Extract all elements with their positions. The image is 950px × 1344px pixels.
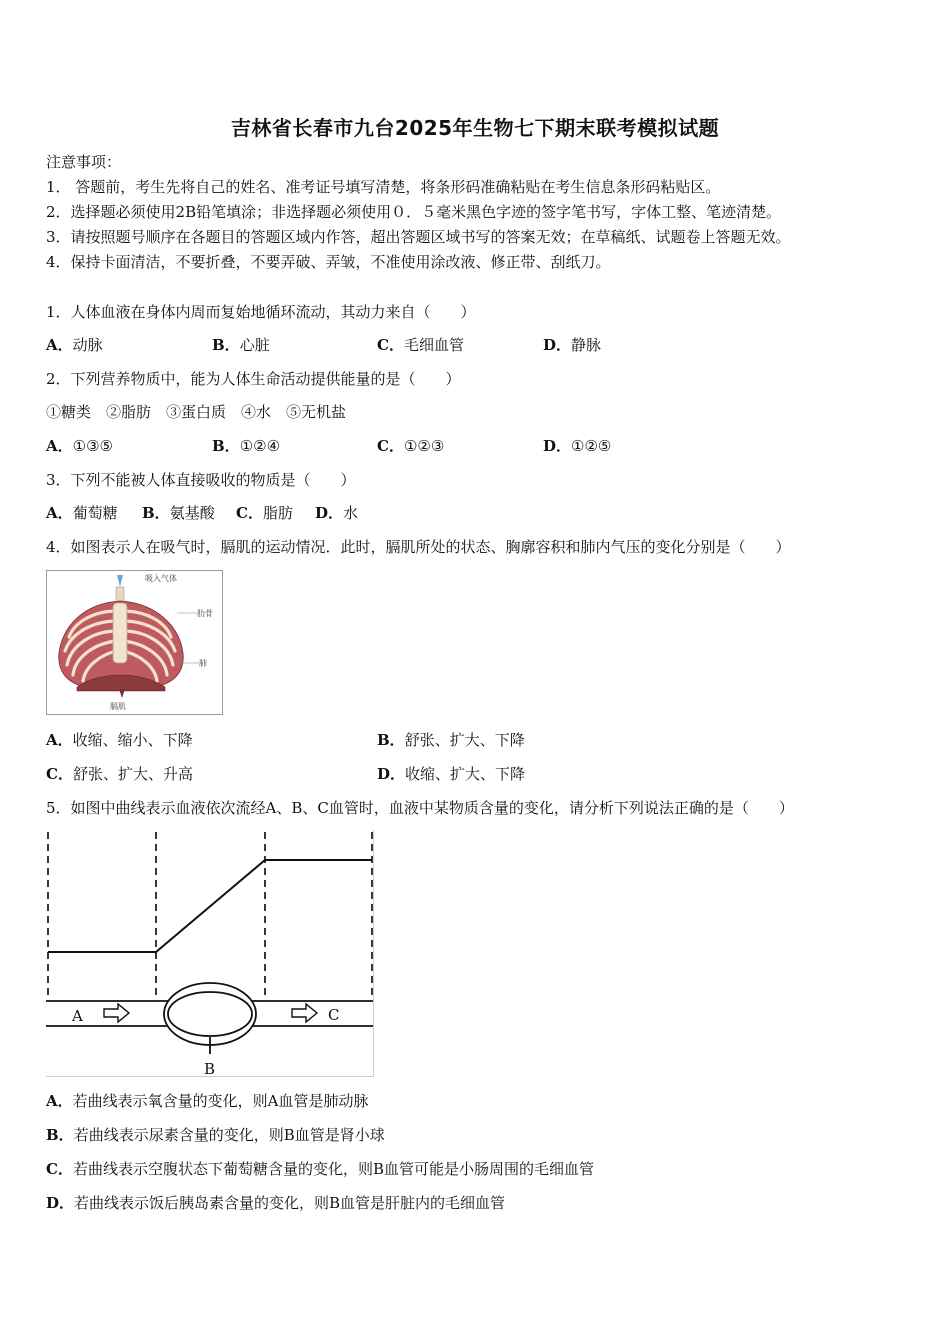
option-text: 收缩、缩小、下降 <box>72 731 193 749</box>
q3-option-c <box>236 503 293 523</box>
q3-option-b <box>142 503 215 523</box>
option-text: 舒张、扩大、下降 <box>404 731 525 749</box>
q2-option-c <box>377 436 444 456</box>
ribcage-illustration <box>47 571 222 714</box>
q5-option-b <box>46 1125 385 1145</box>
q4-option-c <box>46 764 193 784</box>
q3-option-d <box>315 503 358 523</box>
notice-item: 1． 答题前，考生先将自己的姓名、准考证号填写清楚，将条形码准确粘贴在考生信息条形码粘贴区。 <box>46 178 721 196</box>
q4-option-b <box>377 730 525 750</box>
option-label: B． <box>212 336 240 354</box>
inhale-label: 吸入气体 <box>145 574 177 583</box>
vessel-label-a: A <box>72 1007 83 1025</box>
notice-item: 2．选择题必须使用2B铅笔填涂；非选择题必须使用０．５毫米黑色字迹的签字笔书写，字体工整、笔迹清楚。 <box>46 203 782 221</box>
inhale-arrow-icon <box>117 575 123 587</box>
option-text: 舒张、扩大、升高 <box>72 765 193 783</box>
question-4-stem: 4．如图表示人在吸气时，膈肌的运动情况．此时，膈肌所处的状态、胸廓容积和肺内气压的变化分别是（ ） <box>46 538 791 556</box>
option-text: 脂肪 <box>262 504 293 522</box>
notice-item: 3．请按照题号顺序在各题目的答题区域内作答，超出答题区域书写的答案无效；在草稿纸、试题卷上答题无效。 <box>46 228 791 246</box>
option-label: C． <box>46 1160 73 1178</box>
notice-heading: 注意事项： <box>46 153 122 171</box>
ribcage-figure <box>46 570 223 715</box>
option-text: 葡萄糖 <box>72 504 118 522</box>
option-label: D． <box>315 504 344 522</box>
page-title: 吉林省长春市九台2025年生物七下期末联考模拟试题 <box>230 116 720 140</box>
option-label: D． <box>543 336 572 354</box>
option-label: B． <box>46 1126 74 1144</box>
q5-option-a <box>46 1091 368 1111</box>
down-arrow-icon <box>119 689 125 698</box>
q2-option-b <box>212 436 280 456</box>
option-label: C． <box>236 504 263 522</box>
option-text: 若曲线表示饭后胰岛素含量的变化，则B血管是肝脏内的毛细血管 <box>74 1194 506 1212</box>
option-label: A． <box>46 731 73 749</box>
option-text: 心脏 <box>239 336 270 354</box>
diaphragm-label: 膈肌 <box>110 702 126 711</box>
vessel-label-c: C <box>328 1006 340 1024</box>
option-label: C． <box>377 437 404 455</box>
option-text: ①②⑤ <box>571 437 612 455</box>
option-text: 若曲线表示尿素含量的变化，则B血管是肾小球 <box>73 1126 385 1144</box>
option-text: 静脉 <box>571 336 602 354</box>
option-text: 毛细血管 <box>403 336 464 354</box>
option-label: C． <box>46 765 73 783</box>
lung-label: 肺 <box>199 659 207 668</box>
q1-option-a <box>46 335 103 355</box>
option-text: ①②④ <box>239 437 281 455</box>
q1-option-d <box>543 335 601 355</box>
option-label: C． <box>377 336 404 354</box>
question-1-stem: 1．人体血液在身体内周而复始地循环流动，其动力来自（ ） <box>46 303 476 321</box>
blood-flow-figure <box>46 830 374 1077</box>
rib-label: 肋骨 <box>197 609 213 618</box>
option-text: 水 <box>343 504 359 522</box>
option-label: D． <box>46 1194 75 1212</box>
q4-option-d <box>377 764 525 784</box>
question-2-stem: 2．下列营养物质中，能为人体生命活动提供能量的是（ ） <box>46 370 461 388</box>
option-label: D． <box>377 765 406 783</box>
content-curve <box>48 860 372 952</box>
option-label: B． <box>212 437 240 455</box>
option-text: 氨基酸 <box>169 504 215 522</box>
q5-option-c <box>46 1159 594 1179</box>
option-text: 若曲线表示空腹状态下葡萄糖含量的变化，则B血管可能是小肠周围的毛细血管 <box>72 1160 594 1178</box>
question-2-items: ①糖类 ②脂肪 ③蛋白质 ④水 ⑤无机盐 <box>46 403 347 421</box>
q2-option-a <box>46 436 113 456</box>
q1-option-b <box>212 335 270 355</box>
option-label: B． <box>377 731 405 749</box>
option-label: A． <box>46 437 73 455</box>
notice-item: 4．保持卡面清洁，不要折叠，不要弄破、弄皱，不准使用涂改液、修正带、刮纸刀。 <box>46 253 611 271</box>
option-label: A． <box>46 1092 73 1110</box>
option-text: ①③⑤ <box>72 437 113 455</box>
q5-option-d <box>46 1193 505 1213</box>
vessel-label-b: B <box>204 1060 216 1076</box>
flow-arrow-icon <box>104 1004 129 1022</box>
option-label: A． <box>46 504 73 522</box>
question-5-stem: 5．如图中曲线表示血液依次流经A、B、C血管时，血液中某物质含量的变化，请分析下列说法正确的是（ ） <box>46 799 794 817</box>
option-text: 收缩、扩大、下降 <box>405 765 526 783</box>
option-label: A． <box>46 336 73 354</box>
q2-option-d <box>543 436 611 456</box>
option-text: 若曲线表示氧含量的变化，则A血管是肺动脉 <box>72 1092 369 1110</box>
flow-arrow-icon <box>292 1004 317 1022</box>
question-3-stem: 3．下列不能被人体直接吸收的物质是（ ） <box>46 471 356 489</box>
q4-option-a <box>46 730 193 750</box>
blood-flow-diagram <box>46 830 373 1076</box>
option-text: ①②③ <box>403 437 445 455</box>
option-text: 动脉 <box>72 336 103 354</box>
q1-option-c <box>377 335 464 355</box>
q3-option-a <box>46 503 118 523</box>
option-label: B． <box>142 504 170 522</box>
option-label: D． <box>543 437 572 455</box>
